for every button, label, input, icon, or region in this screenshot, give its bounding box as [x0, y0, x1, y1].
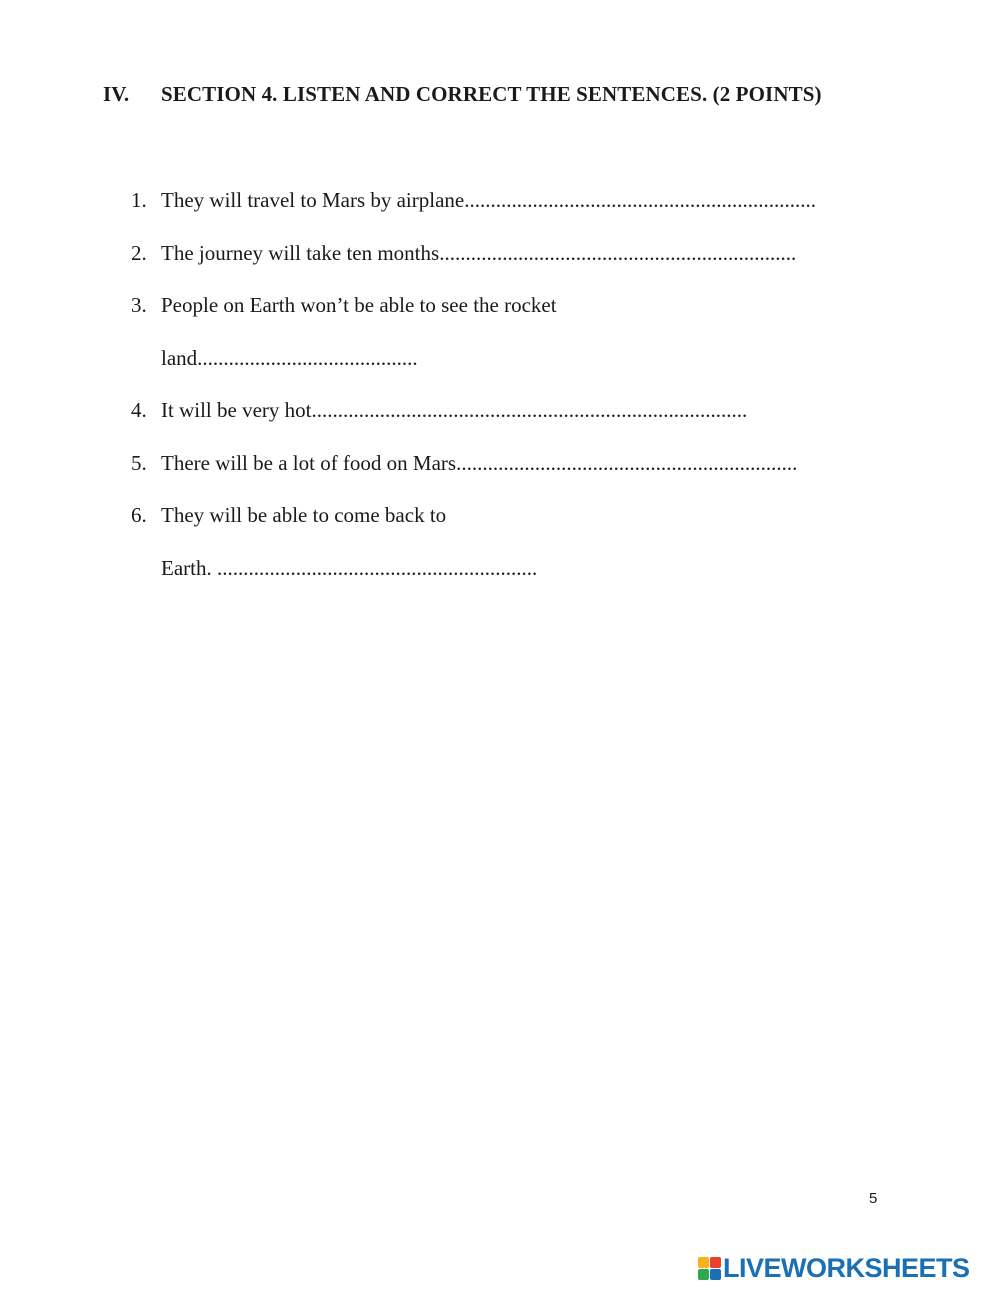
item-text: They will travel to Mars by airplane................................................................... — [161, 188, 816, 212]
liveworksheets-logo-icon — [698, 1257, 721, 1280]
item-number: 3. — [131, 293, 147, 317]
item-text: It will be very hot................................................................................... — [161, 398, 748, 422]
item-number: 5. — [131, 451, 147, 475]
list-item-3 — [131, 293, 557, 318]
section-heading — [103, 82, 822, 107]
logo-text: LIVEWORKSHEETS — [723, 1253, 970, 1283]
item-number: 2. — [131, 241, 147, 265]
item-text: There will be a lot of food on Mars................................................................. — [161, 451, 798, 475]
list-item-6 — [131, 503, 446, 528]
logo-square-e — [710, 1269, 721, 1280]
logo-square-i — [710, 1257, 721, 1268]
section-numeral: IV. — [103, 82, 130, 106]
logo-square-v — [698, 1269, 709, 1280]
list-item-5 — [131, 451, 797, 476]
list-item-6-continuation: Earth. ............................................................. — [161, 556, 538, 580]
item-text: People on Earth won’t be able to see the rocket — [161, 293, 557, 317]
list-item-2 — [131, 241, 796, 266]
item-number: 4. — [131, 398, 147, 422]
list-item-4 — [131, 398, 747, 423]
item-number: 6. — [131, 503, 147, 527]
item-text: They will be able to come back to — [161, 503, 447, 527]
item-text: The journey will take ten months.................................................................... — [161, 241, 797, 265]
list-item-1 — [131, 188, 816, 213]
list-item-3-continuation: land.......................................... — [161, 346, 418, 370]
section-title: SECTION 4. LISTEN AND CORRECT THE SENTENCES. (2 POINTS) — [161, 82, 822, 106]
logo-square-l — [698, 1257, 709, 1268]
page-number: 5 — [869, 1190, 878, 1207]
item-number: 1. — [131, 188, 147, 212]
liveworksheets-logo — [698, 1255, 970, 1282]
